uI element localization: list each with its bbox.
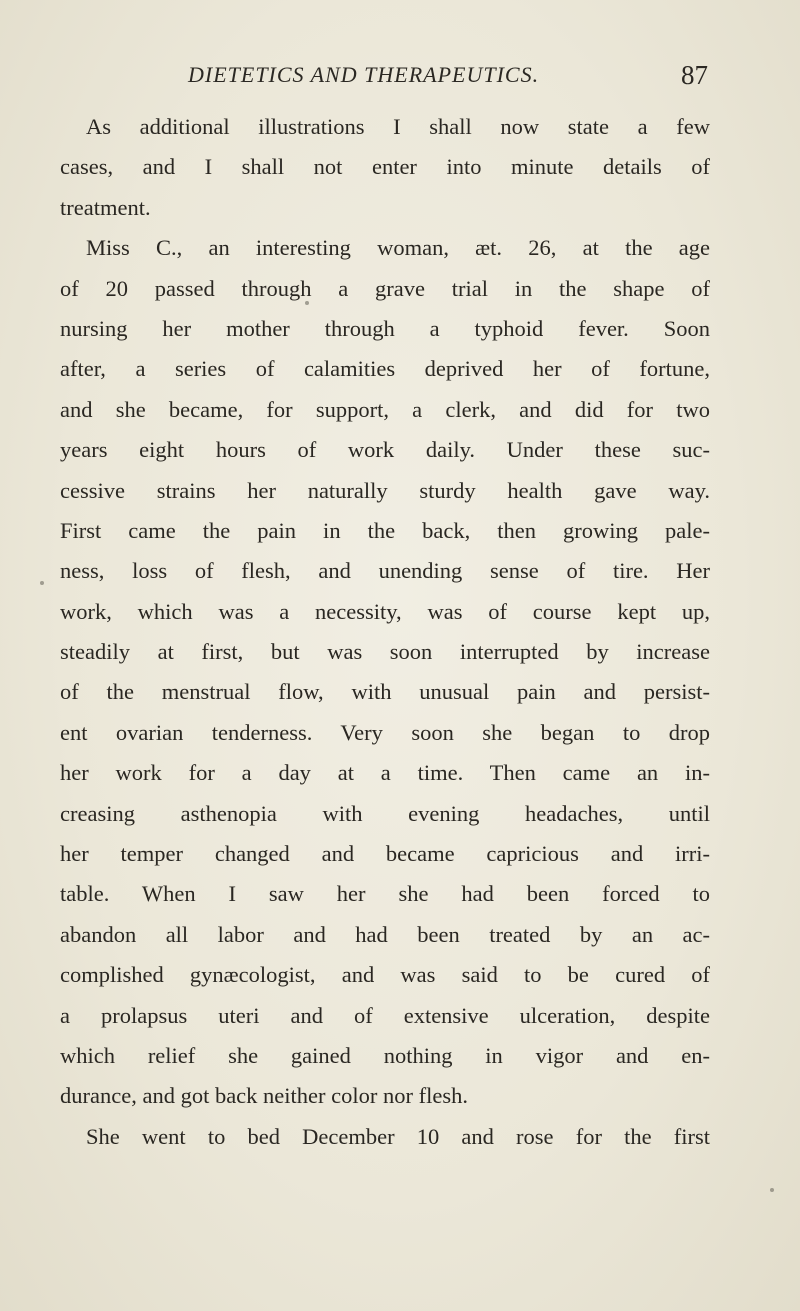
- text-line: and she became, for support, a clerk, and did for two: [60, 396, 710, 422]
- page-number: 87: [681, 60, 708, 90]
- text-line: after, a series of calamities deprived her of fortune,: [60, 356, 710, 382]
- text-line: treatment.: [60, 194, 151, 220]
- paper-speck: [770, 1188, 774, 1192]
- text-line: her work for a day at a time. Then came an in-: [60, 760, 710, 786]
- text-line: complished gynæcologist, and was said to be cured of: [60, 962, 710, 988]
- text-line: her temper changed and became capricious and irri-: [60, 841, 710, 867]
- text-line: ent ovarian tenderness. Very soon she began to drop: [60, 719, 710, 745]
- text-line: of 20 passed through a grave trial in the shape of: [60, 275, 710, 301]
- text-line: nursing her mother through a typhoid fever. Soon: [60, 315, 710, 341]
- text-line: First came the pain in the back, then growing pale-: [60, 517, 710, 543]
- text-line: abandon all labor and had been treated by an ac-: [60, 921, 710, 947]
- text-line: years eight hours of work daily. Under these suc-: [60, 437, 710, 463]
- text-line: creasing asthenopia with evening headaches, until: [60, 800, 710, 826]
- paper-speck: [305, 301, 309, 305]
- text-line: of the menstrual flow, with unusual pain and persist-: [60, 679, 710, 705]
- running-title: DIETETICS AND THERAPEUTICS.: [188, 62, 540, 87]
- text-line: work, which was a necessity, was of course kept up,: [60, 598, 710, 624]
- text-line: As additional illustrations I shall now state a few: [86, 114, 710, 139]
- text-line: ness, loss of flesh, and unending sense of tire. Her: [60, 558, 710, 584]
- text-line: a prolapsus uteri and of extensive ulceration, despite: [60, 1002, 710, 1028]
- text-line: cases, and I shall not enter into minute details of: [60, 154, 710, 180]
- text-line: She went to bed December 10 and rose for the first: [86, 1123, 710, 1149]
- body-text: [60, 107, 710, 1157]
- text-line: durance, and got back neither color nor flesh.: [60, 1083, 468, 1109]
- text-line: steadily at first, but was soon interrupted by increase: [60, 639, 710, 665]
- paper-speck: [40, 581, 44, 585]
- text-line: Miss C., an interesting woman, æt. 26, at the age: [86, 235, 710, 261]
- page-header: [188, 62, 708, 98]
- text-line: table. When I saw her she had been forced to: [60, 881, 710, 907]
- text-line: which relief she gained nothing in vigor and en-: [60, 1042, 710, 1068]
- text-line: cessive strains her naturally sturdy health gave way.: [60, 477, 710, 503]
